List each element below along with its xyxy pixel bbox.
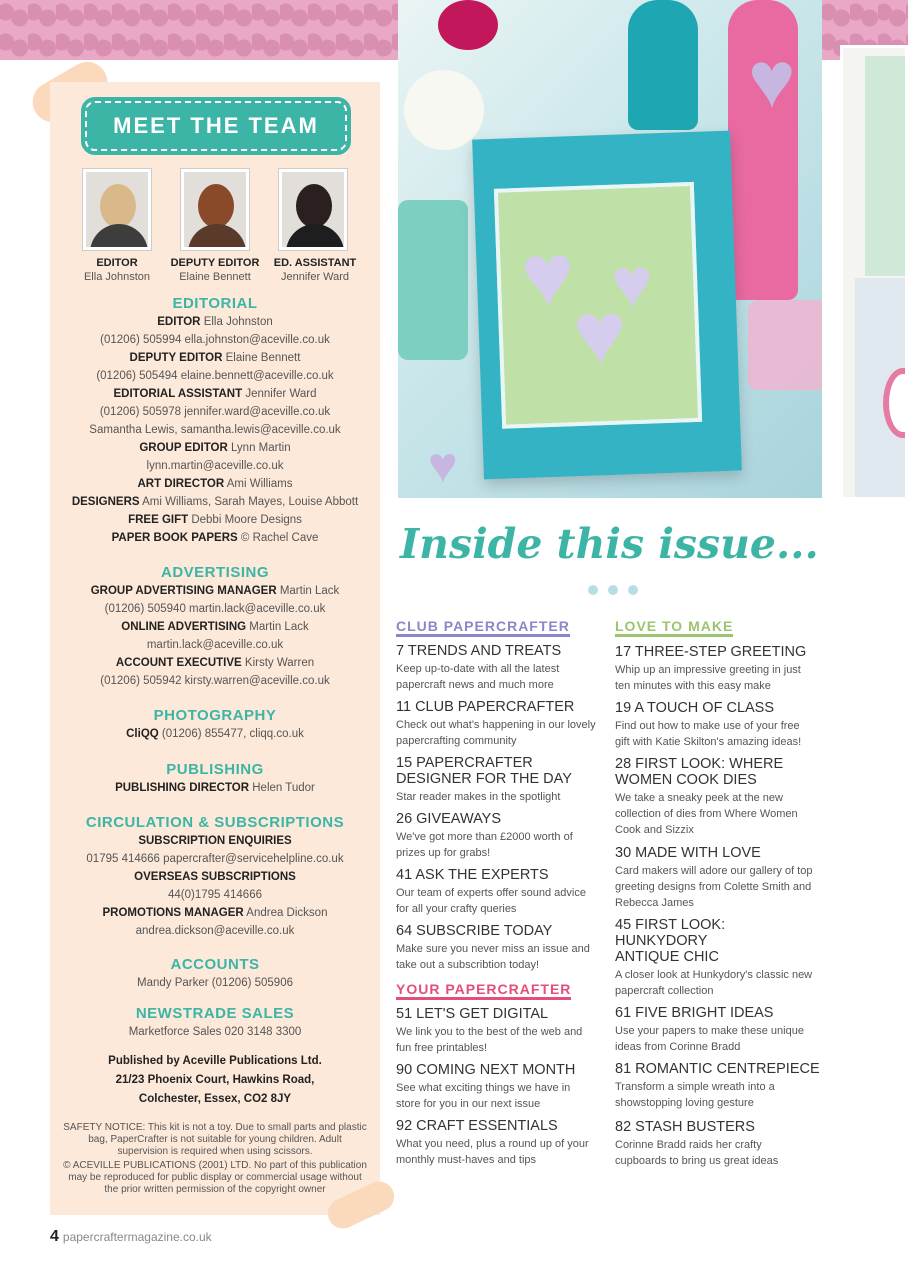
contents-item[interactable] <box>396 923 596 973</box>
contents-item-title: 64 SUBSCRIBE TODAY <box>396 923 553 939</box>
publisher-address <box>60 1052 370 1109</box>
contents-item[interactable] <box>396 699 596 749</box>
section-circulation <box>60 814 370 940</box>
side-photo-craft <box>840 45 908 500</box>
staff-role: PUBLISHING DIRECTOR <box>115 782 250 794</box>
section-accounts <box>60 956 370 992</box>
staff-role: PAPER BOOK PAPERS <box>111 532 238 544</box>
page-number: 4 <box>50 1228 59 1245</box>
safety-text: SAFETY NOTICE: This kit is not a toy. Due to small parts and plastic bag, PaperCrafter is not suitable for young children. Adult supervision is required when using scissors. <box>63 1122 367 1157</box>
staff-detail: Elaine Bennett <box>222 352 301 364</box>
staff-detail: (01206) 505978 jennifer.ward@aceville.co.uk <box>99 406 331 418</box>
staff-line <box>60 832 370 850</box>
staff-line <box>60 600 370 618</box>
section-advertising <box>60 564 370 690</box>
staff-role: GROUP EDITOR <box>139 442 228 454</box>
team-name-3: Jennifer Ward <box>280 271 350 283</box>
team-role-1: EDITOR <box>96 257 138 269</box>
decorative-dots <box>588 585 638 595</box>
staff-role: FREE GIFT <box>128 514 189 526</box>
staff-line <box>60 511 370 529</box>
staff-line <box>60 349 370 367</box>
staff-detail: Ella Johnston <box>200 316 273 328</box>
avatar-ed-assistant <box>279 169 347 250</box>
staff-line <box>60 403 370 421</box>
staff-line <box>60 725 370 743</box>
team-name-1: Ella Johnston <box>83 271 151 283</box>
section-heading: EDITORIAL <box>172 295 258 312</box>
staff-line <box>60 493 370 511</box>
contents-item-title: 26 GIVEAWAYS <box>396 811 502 827</box>
section-heading: ACCOUNTS <box>170 956 260 973</box>
section-newstrade <box>60 1005 370 1041</box>
staff-line <box>60 457 370 475</box>
staff-detail: (01206) 505494 elaine.bennett@aceville.co.uk <box>96 370 334 382</box>
contents-item-title: 90 COMING NEXT MONTH <box>396 1062 576 1078</box>
category-love-to-make: LOVE TO MAKE <box>615 618 733 637</box>
staff-detail: lynn.martin@aceville.co.uk <box>146 460 284 472</box>
contents-item-desc: Check out what's happening in our lovely papercrafting community <box>396 719 596 747</box>
staff-line <box>60 654 370 672</box>
contents-item[interactable] <box>615 756 815 838</box>
staff-line <box>60 904 370 922</box>
contents-item[interactable] <box>615 1061 835 1111</box>
contents-item[interactable] <box>615 917 813 999</box>
staff-role: DESIGNERS <box>71 496 140 508</box>
contents-item[interactable] <box>396 811 596 861</box>
contents-item-desc: Corinne Bradd raids her crafty cupboards to bring us great ideas <box>615 1139 779 1167</box>
contents-item-desc: We link you to the best of the web and fun free printables! <box>396 1026 583 1054</box>
staff-role: EDITORIAL ASSISTANT <box>113 388 243 400</box>
staff-detail: (01206) 505942 kirsty.warren@aceville.co.uk <box>100 675 330 687</box>
contents-item-desc: We've got more than £2000 worth of prizes up for grabs! <box>396 831 573 859</box>
staff-detail: martin.lack@aceville.co.uk <box>146 639 284 651</box>
contents-item-desc: Whip up an impressive greeting in just ten minutes with this easy make <box>615 664 801 692</box>
staff-detail: Ami Williams <box>224 478 293 490</box>
staff-detail: © Rachel Cave <box>237 532 319 544</box>
staff-line <box>60 313 370 331</box>
staff-role: SUBSCRIPTION ENQUIRIES <box>138 835 292 847</box>
staff-line <box>60 922 370 940</box>
contents-item-desc: Find out how to make use of your free gift with Katie Skilton's amazing ideas! <box>615 720 802 748</box>
section-photography <box>60 707 370 743</box>
contents-item[interactable] <box>396 1006 596 1056</box>
section-heading: CIRCULATION & SUBSCRIPTIONS <box>85 814 345 831</box>
staff-line <box>60 886 370 904</box>
category-your-papercrafter: YOUR PAPERCRAFTER <box>396 981 571 1000</box>
contents-item[interactable] <box>396 643 596 693</box>
contents-item[interactable] <box>396 867 596 917</box>
staff-detail: (01206) 855477, cliqq.co.uk <box>158 728 304 740</box>
staff-line <box>60 529 370 547</box>
contents-item[interactable] <box>615 845 815 911</box>
staff-line <box>60 868 370 886</box>
contents-item-desc: Star reader makes in the spotlight <box>396 791 561 803</box>
contents-item-title: 7 TRENDS AND TREATS <box>396 643 562 659</box>
contents-item-title: 51 LET'S GET DIGITAL <box>396 1006 549 1022</box>
staff-line <box>60 331 370 349</box>
publisher-line: Published by Aceville Publications Ltd. <box>108 1055 322 1067</box>
staff-role: CliQQ <box>126 728 159 740</box>
contents-item[interactable] <box>615 1005 815 1055</box>
contents-item-title: 30 MADE WITH LOVE <box>615 845 761 861</box>
staff-detail: Marketforce Sales 020 3148 3300 <box>128 1026 302 1038</box>
section-heading: ADVERTISING <box>160 564 269 581</box>
contents-item-desc: Keep up-to-date with all the latest papercraft news and much more <box>396 663 560 691</box>
publisher-line: Colchester, Essex, CO2 8JY <box>138 1093 292 1105</box>
staff-role: DEPUTY EDITOR <box>129 352 223 364</box>
staff-line <box>60 672 370 690</box>
staff-detail: 44(0)1795 414666 <box>168 889 262 901</box>
contents-item-title: 45 FIRST LOOK: HUNKYDORY ANTIQUE CHIC <box>615 917 726 965</box>
staff-line <box>60 974 370 992</box>
contents-item-title: 11 CLUB PAPERCRAFTER <box>396 699 575 715</box>
staff-line <box>60 1023 370 1041</box>
page-footer <box>50 1228 212 1246</box>
contents-item-desc: Make sure you never miss an issue and take out a subscribtion today! <box>396 943 590 971</box>
staff-detail: andrea.dickson@aceville.co.uk <box>135 925 295 937</box>
copyright-text: © ACEVILLE PUBLICATIONS (2001) LTD. No part of this publication may be reproduced for public display or commercial usage without the prior written permission of the copyright owner <box>63 1160 367 1195</box>
cover-photo-heart-card: ♥ ♥ ♥ ♥ ♥ <box>398 0 822 498</box>
butterfly-pattern-band <box>0 0 398 60</box>
staff-detail: (01206) 505994 ella.johnston@aceville.co.uk <box>100 334 330 346</box>
staff-role: PROMOTIONS MANAGER <box>102 907 244 919</box>
contents-item[interactable] <box>396 755 596 805</box>
contents-item-title: 28 FIRST LOOK: WHERE WOMEN COOK DIES <box>615 756 784 788</box>
team-role-3: ED. ASSISTANT <box>273 257 357 269</box>
staff-detail: Helen Tudor <box>249 782 315 794</box>
section-heading: PHOTOGRAPHY <box>153 707 277 724</box>
contents-item[interactable] <box>396 1062 596 1112</box>
contents-item-desc: Card makers will adore our gallery of top greeting designs from Colette Smith and Rebecca James <box>615 865 813 909</box>
staff-role: OVERSEAS SUBSCRIPTIONS <box>134 871 296 883</box>
team-role-2: DEPUTY EDITOR <box>170 257 260 269</box>
staff-detail: Jennifer Ward <box>242 388 317 400</box>
staff-line <box>60 779 370 797</box>
staff-line <box>60 385 370 403</box>
staff-line <box>60 367 370 385</box>
safety-notice <box>62 1122 368 1196</box>
contents-item-desc: Our team of experts offer sound advice for all your crafty queries <box>396 887 586 915</box>
avatar-deputy-editor <box>181 169 249 250</box>
section-heading: PUBLISHING <box>166 761 264 778</box>
footer-site-link[interactable]: papercraftermagazine.co.uk <box>62 1230 212 1244</box>
contents-item[interactable] <box>615 700 815 750</box>
contents-item-desc: A closer look at Hunkydory's classic new papercraft collection <box>615 969 813 997</box>
contents-item-title: 82 STASH BUSTERS <box>615 1119 755 1135</box>
staff-detail: Kirsty Warren <box>241 657 315 669</box>
staff-line <box>60 850 370 868</box>
staff-detail: Martin Lack <box>276 585 340 597</box>
contents-item-desc: Use your papers to make these unique ideas from Corinne Bradd <box>615 1025 804 1053</box>
staff-detail: (01206) 505940 martin.lack@aceville.co.uk <box>104 603 326 615</box>
staff-detail: Debbi Moore Designs <box>188 514 302 526</box>
contents-item-desc: What you need, plus a round up of your monthly must-haves and tips <box>396 1138 589 1166</box>
category-club-papercrafter: CLUB PAPERCRAFTER <box>396 618 570 637</box>
contents-item-title: 17 THREE-STEP GREETING <box>615 644 807 660</box>
section-heading: NEWSTRADE SALES <box>135 1005 295 1022</box>
staff-line <box>60 582 370 600</box>
section-editorial <box>60 295 370 547</box>
team-name-2: Elaine Bennett <box>179 271 251 283</box>
contents-item-title: 81 ROMANTIC CENTREPIECE <box>615 1061 820 1077</box>
contents-item-title: 41 ASK THE EXPERTS <box>396 867 549 883</box>
contents-item[interactable] <box>615 1119 815 1169</box>
staff-detail: Martin Lack <box>246 621 309 633</box>
contents-item[interactable] <box>396 1118 596 1168</box>
staff-detail: Mandy Parker (01206) 505906 <box>137 977 293 989</box>
meet-the-team-title: MEET THE TEAM <box>113 113 319 138</box>
staff-line <box>60 475 370 493</box>
staff-detail: Samantha Lewis, samantha.lewis@aceville.co.uk <box>89 424 341 436</box>
staff-role: ACCOUNT EXECUTIVE <box>115 657 242 669</box>
staff-line <box>60 636 370 654</box>
staff-detail: Lynn Martin <box>227 442 291 454</box>
staff-detail: 01795 414666 papercrafter@servicehelpline.co.uk <box>86 853 344 865</box>
staff-role: ART DIRECTOR <box>137 478 225 490</box>
meet-the-team-banner <box>85 101 347 151</box>
staff-role: EDITOR <box>157 316 201 328</box>
section-publishing <box>60 761 370 797</box>
staff-line <box>60 439 370 457</box>
contents-item[interactable] <box>615 644 815 694</box>
staff-detail: Andrea Dickson <box>243 907 328 919</box>
staff-role: GROUP ADVERTISING MANAGER <box>90 585 277 597</box>
contents-item-desc: See what exciting things we have in store for you in our next issue <box>396 1082 571 1110</box>
contents-item-title: 19 A TOUCH OF CLASS <box>615 700 775 716</box>
publisher-line: 21/23 Phoenix Court, Hawkins Road, <box>115 1074 315 1086</box>
contents-item-title: 92 CRAFT ESSENTIALS <box>396 1118 558 1134</box>
contents-item-desc: Transform a simple wreath into a showstopping loving gesture <box>615 1081 775 1109</box>
staff-detail: Ami Williams, Sarah Mayes, Louise Abbott <box>139 496 359 508</box>
staff-role: ONLINE ADVERTISING <box>121 621 247 633</box>
contents-item-title: 61 FIVE BRIGHT IDEAS <box>615 1005 774 1021</box>
contents-item-title: 15 PAPERCRAFTER DESIGNER FOR THE DAY <box>396 755 572 787</box>
avatar-editor <box>83 169 151 250</box>
staff-line <box>60 421 370 439</box>
contents-item-desc: We take a sneaky peek at the new collection of dies from Where Women Cook and Sizzix <box>615 792 798 836</box>
staff-line <box>60 618 370 636</box>
inside-this-issue-title: Inside this issue... <box>400 520 819 568</box>
